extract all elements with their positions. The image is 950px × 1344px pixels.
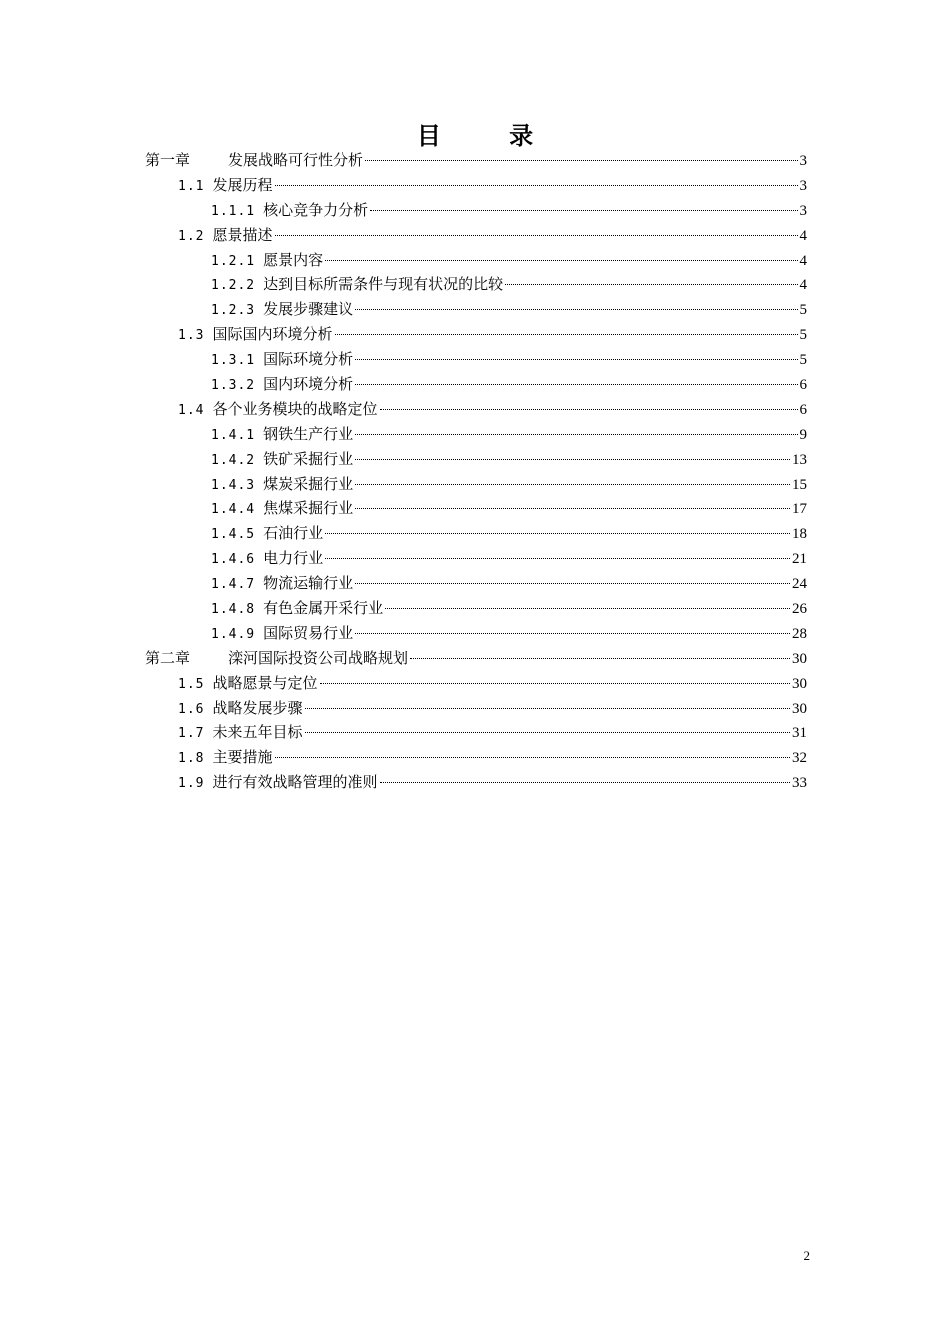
toc-entry-page-number: 32 [792, 750, 807, 767]
toc-dot-leader [355, 309, 797, 310]
toc-dot-leader [380, 409, 798, 410]
toc-dot-leader [275, 185, 798, 186]
toc-entry-page-number: 30 [792, 675, 807, 692]
toc-section-entry[interactable] [145, 745, 807, 770]
toc-subsection-entry[interactable] [145, 347, 807, 372]
toc-entry-number: 1.3 [178, 328, 205, 344]
toc-subsection-entry[interactable] [145, 198, 807, 223]
toc-entry-page-number: 5 [799, 352, 807, 369]
toc-entry-page-number: 30 [792, 650, 807, 667]
toc-chapter-entry[interactable] [145, 148, 807, 173]
toc-subsection-entry[interactable] [145, 372, 807, 397]
toc-dot-leader [365, 160, 797, 161]
toc-entry-page-number: 18 [792, 526, 807, 543]
toc-dot-leader [355, 583, 790, 584]
toc-entry-number: 1.2.2 [211, 278, 256, 294]
toc-dot-leader [355, 459, 790, 460]
toc-chapter-entry[interactable] [145, 646, 807, 671]
toc-section-entry[interactable] [145, 720, 807, 745]
toc-dot-leader [305, 708, 791, 709]
toc-subsection-entry[interactable] [145, 571, 807, 596]
toc-entry-number: 1.2 [178, 228, 205, 244]
toc-entry-number: 1.3.1 [211, 353, 256, 369]
toc-entry-number: 1.4.4 [211, 502, 256, 518]
toc-entry-number: 1.8 [178, 751, 205, 767]
toc-entry-page-number: 5 [799, 302, 807, 319]
toc-dot-leader [325, 533, 790, 534]
toc-section-entry[interactable] [145, 173, 807, 198]
toc-section-entry[interactable] [145, 322, 807, 347]
toc-entry-number: 1.4.7 [211, 577, 256, 593]
toc-entry-page-number: 3 [799, 177, 807, 194]
toc-entry-page-number: 4 [799, 277, 807, 294]
toc-entry-title: 滦河国际投资公司战略规划 [228, 648, 409, 667]
toc-entry-page-number: 28 [792, 625, 807, 642]
toc-entry-number: 1.9 [178, 776, 205, 792]
toc-entry-title: 各个业务模块的战略定位 [212, 399, 378, 418]
toc-entry-page-number: 5 [799, 327, 807, 344]
toc-entry-title: 进行有效战略管理的准则 [212, 773, 378, 792]
toc-entry-page-number: 9 [799, 426, 807, 443]
toc-entry-number: 第一章 [145, 151, 191, 169]
toc-entry-number: 1.2.3 [211, 303, 256, 319]
toc-entry-number: 1.4.3 [211, 477, 256, 493]
page-title: 目 录 [416, 121, 564, 150]
toc-dot-leader [380, 782, 791, 783]
toc-entry-title: 国际贸易行业 [263, 623, 354, 642]
toc-entry-page-number: 31 [792, 725, 807, 742]
toc-entry-title: 有色金属开采行业 [263, 599, 384, 618]
toc-subsection-entry[interactable] [145, 496, 807, 521]
toc-entry-number: 1.1.1 [211, 203, 256, 219]
toc-entry-page-number: 30 [792, 700, 807, 717]
toc-entry-page-number: 6 [799, 401, 807, 418]
toc-dot-leader [355, 359, 797, 360]
toc-entry-page-number: 3 [799, 153, 807, 169]
toc-entry-title: 发展步骤建议 [263, 300, 354, 319]
toc-entry-title: 愿景描述 [212, 225, 273, 244]
toc-dot-leader [275, 235, 798, 236]
page-number: 2 [803, 1248, 810, 1263]
toc-entry-number: 1.7 [178, 726, 205, 742]
toc-entry-title: 国内环境分析 [263, 375, 354, 394]
toc-dot-leader [410, 658, 790, 659]
toc-entry-title: 愿景内容 [263, 250, 324, 269]
toc-entry-number: 1.6 [178, 701, 205, 717]
toc-entry-title: 焦煤采掘行业 [263, 499, 354, 518]
toc-entry-number: 1.4.2 [211, 452, 256, 468]
toc-entry-title: 石油行业 [263, 524, 324, 543]
toc-entry-page-number: 26 [792, 601, 807, 618]
toc-subsection-entry[interactable] [145, 521, 807, 546]
toc-entry-number: 1.3.2 [211, 378, 256, 394]
toc-entry-number: 1.5 [178, 676, 205, 692]
toc-dot-leader [370, 210, 797, 211]
toc-entry-number: 1.4.8 [211, 602, 256, 618]
toc-subsection-entry[interactable] [145, 422, 807, 447]
toc-subsection-entry[interactable] [145, 297, 807, 322]
toc-entry-number: 1.4.5 [211, 527, 256, 543]
toc-entry-page-number: 4 [799, 227, 807, 244]
toc-dot-leader [325, 260, 797, 261]
toc-entry-page-number: 21 [792, 551, 807, 568]
toc-entry-title: 战略发展步骤 [212, 698, 303, 717]
toc-entry-page-number: 4 [799, 252, 807, 269]
toc-entry-title: 铁矿采掘行业 [263, 449, 354, 468]
toc-entry-number: 第二章 [145, 648, 191, 667]
toc-entry-title: 电力行业 [263, 549, 324, 568]
toc-entry-number: 1.4.1 [211, 427, 256, 443]
table-of-contents [145, 148, 807, 795]
toc-dot-leader [355, 434, 797, 435]
toc-entry-title: 国际国内环境分析 [212, 325, 333, 344]
toc-entry-title: 核心竞争力分析 [263, 200, 369, 219]
toc-dot-leader [505, 284, 797, 285]
toc-entry-page-number: 13 [792, 451, 807, 468]
toc-subsection-entry[interactable] [145, 596, 807, 621]
toc-dot-leader [325, 558, 790, 559]
toc-entry-title: 煤炭采掘行业 [263, 474, 354, 493]
toc-entry-title: 未来五年目标 [212, 723, 303, 742]
toc-entry-title: 钢铁生产行业 [263, 424, 354, 443]
toc-dot-leader [275, 757, 791, 758]
toc-section-entry[interactable] [145, 397, 807, 422]
toc-entry-title: 战略愿景与定位 [212, 673, 318, 692]
toc-entry-title: 发展历程 [212, 175, 273, 194]
toc-entry-page-number: 15 [792, 476, 807, 493]
toc-subsection-entry[interactable] [145, 272, 807, 297]
toc-dot-leader [355, 384, 797, 385]
toc-entry-number: 1.4 [178, 402, 205, 418]
toc-dot-leader [320, 683, 791, 684]
toc-entry-number: 1.2.1 [211, 253, 256, 269]
toc-subsection-entry[interactable] [145, 472, 807, 497]
toc-entry-page-number: 24 [792, 576, 807, 593]
toc-subsection-entry[interactable] [145, 447, 807, 472]
toc-entry-title: 物流运输行业 [263, 574, 354, 593]
toc-entry-title: 发展战略可行性分析 [228, 151, 364, 169]
toc-dot-leader [355, 484, 790, 485]
toc-entry-title: 国际环境分析 [263, 350, 354, 369]
toc-entry-page-number: 33 [792, 775, 807, 792]
toc-entry-page-number: 17 [792, 501, 807, 518]
toc-section-entry[interactable] [145, 671, 807, 696]
toc-dot-leader [385, 608, 790, 609]
toc-entry-page-number: 3 [799, 202, 807, 219]
toc-section-entry[interactable] [145, 223, 807, 248]
toc-entry-title: 达到目标所需条件与现有状况的比较 [263, 275, 504, 294]
toc-entry-number: 1.4.6 [211, 552, 256, 568]
toc-entry-number: 1.4.9 [211, 626, 256, 642]
toc-entry-number: 1.1 [178, 178, 205, 194]
toc-dot-leader [305, 732, 791, 733]
toc-dot-leader [335, 334, 798, 335]
toc-subsection-entry[interactable] [145, 248, 807, 273]
toc-entry-title: 主要措施 [212, 748, 273, 767]
toc-section-entry[interactable] [145, 696, 807, 721]
toc-section-entry[interactable] [145, 770, 807, 795]
toc-dot-leader [355, 508, 790, 509]
toc-subsection-entry[interactable] [145, 621, 807, 646]
toc-subsection-entry[interactable] [145, 546, 807, 571]
toc-dot-leader [355, 633, 790, 634]
toc-entry-page-number: 6 [799, 377, 807, 394]
